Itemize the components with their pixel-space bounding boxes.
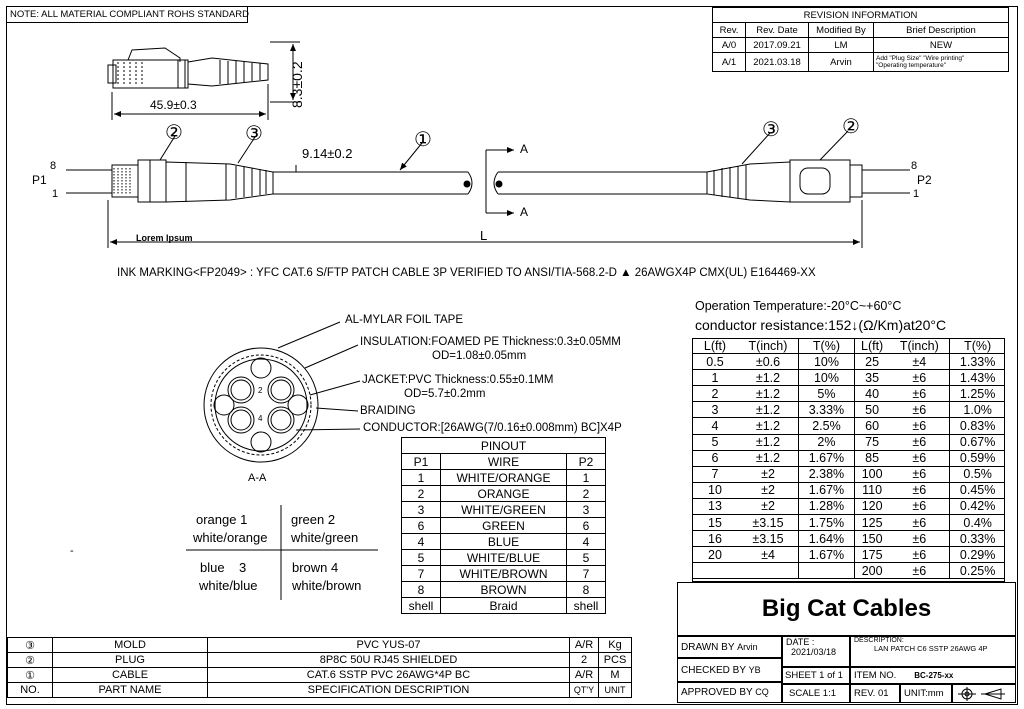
note-insulation: INSULATION:FOAMED PE Thickness:0.3±0.05MM xyxy=(360,336,621,348)
parts-name: MOLD xyxy=(53,638,208,653)
pinout-row xyxy=(402,534,606,550)
parts-header: UNIT xyxy=(599,683,632,698)
description-value: LAN PATCH C6 SSTP 26AWG 4P xyxy=(874,644,988,653)
tolerance-row xyxy=(692,498,1005,514)
p1-label: P1 xyxy=(32,173,47,187)
tolerance-table xyxy=(692,338,1005,579)
p2-pin1: 1 xyxy=(913,188,920,200)
tolerance-row xyxy=(692,370,1005,386)
parts-spec: PVC YUS-07 xyxy=(208,638,570,653)
pinout-p1: 7 xyxy=(402,566,441,582)
parts-row xyxy=(8,653,632,668)
item-value: BC-275-xx xyxy=(914,671,954,680)
date-cell xyxy=(782,636,850,667)
tolerance-cell: 1.75% xyxy=(798,515,854,531)
pair-number: 4 xyxy=(258,414,263,423)
brand-box xyxy=(677,582,1016,636)
p1-pin8: 8 xyxy=(50,160,57,172)
p1-pin1: 1 xyxy=(52,188,59,200)
pinout-wire: ORANGE xyxy=(441,486,567,502)
tolerance-cell xyxy=(798,563,854,579)
operation-temperature: Operation Temperature:-20°C~+60°C xyxy=(695,299,902,313)
tolerance-row xyxy=(692,402,1005,418)
tolerance-cell: 0.4% xyxy=(950,515,1005,531)
tolerance-row xyxy=(692,563,1005,579)
tolerance-row xyxy=(692,466,1005,482)
tolerance-row xyxy=(692,434,1005,450)
rev-cell: A/1 xyxy=(713,53,746,72)
tolerance-cell: 35 xyxy=(854,370,889,386)
pinout-p1: shell xyxy=(402,598,441,614)
tolerance-row xyxy=(692,450,1005,466)
tolerance-row xyxy=(692,354,1005,370)
tolerance-cell: 1.25% xyxy=(950,386,1005,402)
tolerance-cell: 5 xyxy=(692,434,738,450)
parts-spec: CAT.6 SSTP PVC 26AWG*4P BC xyxy=(208,668,570,683)
tolerance-cell: 4 xyxy=(692,418,738,434)
parts-name: PLUG xyxy=(53,653,208,668)
rev-header: Rev. xyxy=(713,23,746,38)
pinout-p1: 5 xyxy=(402,550,441,566)
callout-1: ① xyxy=(414,129,432,151)
tolerance-cell: ±4 xyxy=(889,354,949,370)
tolerance-cell: ±6 xyxy=(889,370,949,386)
pinout-wire: WHITE/BROWN xyxy=(441,566,567,582)
conductor-resistance: conductor resistance:152↓(Ω/Km)at20°C xyxy=(695,317,947,333)
pinout-p1: 8 xyxy=(402,582,441,598)
rev-date-header: Rev. Date xyxy=(746,23,809,38)
tolerance-cell: 6 xyxy=(692,450,738,466)
pinout-row xyxy=(402,582,606,598)
section-label-top: A xyxy=(520,142,529,156)
pinout-header: P1 xyxy=(402,454,441,470)
tolerance-cell xyxy=(738,563,798,579)
tolerance-cell: 1.67% xyxy=(798,450,854,466)
parts-unit: Kg xyxy=(599,638,632,653)
plug-length-label: 45.9±0.3 xyxy=(150,98,197,112)
tolerance-header: T(inch) xyxy=(738,338,798,354)
pinout-wire: GREEN xyxy=(441,518,567,534)
tolerance-cell: 120 xyxy=(854,498,889,514)
right-plug xyxy=(707,160,862,202)
tolerance-cell: ±6 xyxy=(889,434,949,450)
drawn-by-label: DRAWN BY xyxy=(681,642,735,653)
tolerance-cell: 0.42% xyxy=(950,498,1005,514)
parts-row xyxy=(8,638,632,653)
tolerance-cell: 40 xyxy=(854,386,889,402)
tolerance-cell: 3 xyxy=(692,402,738,418)
pair-orange: orange 1 xyxy=(196,512,248,527)
tolerance-cell: ±1.2 xyxy=(738,450,798,466)
tolerance-cell: 0.5% xyxy=(950,466,1005,482)
tolerance-cell: 0.59% xyxy=(950,450,1005,466)
tolerance-cell: 2.38% xyxy=(798,466,854,482)
pair-brown: brown 4 xyxy=(292,560,339,575)
revision-title: REVISION INFORMATION xyxy=(713,8,1009,23)
tolerance-cell: 0.45% xyxy=(950,482,1005,498)
ink-marking: INK MARKING<FP2049> : YFC CAT.6 S/FTP PATCH CABLE 3P VERIFIED TO ANSI/TIA-568.2-D ▲ 26AWGX4P CMX(UL) E164469-XX xyxy=(117,267,816,279)
parts-no: ③ xyxy=(8,638,53,653)
tolerance-header: T(%) xyxy=(950,338,1005,354)
parts-no: ① xyxy=(8,668,53,683)
date-value: 2021/03/18 xyxy=(791,647,837,657)
tolerance-cell: 60 xyxy=(854,418,889,434)
pinout-p2: 3 xyxy=(567,502,606,518)
p2-pin8: 8 xyxy=(911,160,918,172)
tolerance-cell: ±3.15 xyxy=(738,531,798,547)
modified-by-header: Modified By xyxy=(809,23,874,38)
tolerance-cell: 2 xyxy=(692,386,738,402)
tolerance-cell: ±3.15 xyxy=(738,515,798,531)
parts-header: SPECIFICATION DESCRIPTION xyxy=(208,683,570,698)
third-angle-projection-icon xyxy=(953,685,1015,702)
callout-3-right: ③ xyxy=(762,119,780,141)
pinout-p2: 8 xyxy=(567,582,606,598)
tolerance-cell: 75 xyxy=(854,434,889,450)
tolerance-cell: 1.43% xyxy=(950,370,1005,386)
cable-body xyxy=(273,172,707,194)
parts-header: QT'Y xyxy=(570,683,599,698)
section-label-bottom: A xyxy=(520,205,529,219)
checked-by-cell xyxy=(677,658,782,682)
pair-green: green 2 xyxy=(291,512,336,527)
tolerance-cell: ±1.2 xyxy=(738,434,798,450)
p2-label: P2 xyxy=(917,173,932,187)
tolerance-cell: ±6 xyxy=(889,531,949,547)
tolerance-cell: 0.25% xyxy=(950,563,1005,579)
tolerance-cell: 3.33% xyxy=(798,402,854,418)
length-label: L xyxy=(480,228,488,243)
pinout-p1: 2 xyxy=(402,486,441,502)
tolerance-cell: 5% xyxy=(798,386,854,402)
pinout-p2: shell xyxy=(567,598,606,614)
note-jacket-od: OD=5.7±0.2mm xyxy=(404,388,486,400)
tolerance-cell: ±6 xyxy=(889,515,949,531)
pair-white-blue: white/blue xyxy=(199,578,258,593)
tolerance-cell: ±6 xyxy=(889,418,949,434)
tolerance-cell: ±0.6 xyxy=(738,354,798,370)
scale-cell: SCALE 1:1 xyxy=(782,684,850,703)
parts-header: NO. xyxy=(8,683,53,698)
description-label: DESCRIPTION: xyxy=(854,637,904,644)
tolerance-cell: 1.0% xyxy=(950,402,1005,418)
pinout-p1: 3 xyxy=(402,502,441,518)
tolerance-cell: 1.64% xyxy=(798,531,854,547)
tolerance-cell: 0.67% xyxy=(950,434,1005,450)
tolerance-cell: ±6 xyxy=(889,563,949,579)
pinout-row xyxy=(402,598,606,614)
pinout-row xyxy=(402,470,606,486)
parts-qty: A/R xyxy=(570,668,599,683)
pinout-row xyxy=(402,566,606,582)
pinout-wire: BLUE xyxy=(441,534,567,550)
tolerance-cell: ±6 xyxy=(889,482,949,498)
tolerance-cell: ±6 xyxy=(889,466,949,482)
modified-by-cell: LM xyxy=(809,38,874,53)
sheet-cell: SHEET 1 of 1 xyxy=(782,667,850,684)
tolerance-cell: 0.83% xyxy=(950,418,1005,434)
brief-desc-line: Add "Plug Size" "Wire printing" xyxy=(876,55,965,62)
unit-cell: UNIT:mm xyxy=(900,684,952,703)
tolerance-cell: 0.29% xyxy=(950,547,1005,563)
tolerance-cell: 20 xyxy=(692,547,738,563)
pinout-table xyxy=(401,437,606,614)
tolerance-row xyxy=(692,418,1005,434)
tolerance-cell: 25 xyxy=(854,354,889,370)
description-cell xyxy=(850,636,1016,667)
rev-date-cell: 2017.09.21 xyxy=(746,38,809,53)
pinout-wire: WHITE/BLUE xyxy=(441,550,567,566)
tolerance-cell: ±6 xyxy=(889,450,949,466)
pinout-p2: 5 xyxy=(567,550,606,566)
tolerance-cell: ±2 xyxy=(738,482,798,498)
item-label: ITEM NO. xyxy=(854,670,897,681)
tolerance-cell: 100 xyxy=(854,466,889,482)
cable-od-label: 9.14±0.2 xyxy=(302,146,353,161)
tolerance-cell: ±1.2 xyxy=(738,370,798,386)
modified-by-cell: Arvin xyxy=(809,53,874,72)
rev-cell: REV. 01 xyxy=(850,684,900,703)
tolerance-cell: 175 xyxy=(854,547,889,563)
tolerance-cell: 10% xyxy=(798,370,854,386)
tolerance-row xyxy=(692,482,1005,498)
tolerance-cell: 200 xyxy=(854,563,889,579)
pinout-p1: 4 xyxy=(402,534,441,550)
pinout-p2: 7 xyxy=(567,566,606,582)
pair-white-brown: white/brown xyxy=(292,578,362,593)
tolerance-row xyxy=(692,547,1005,563)
parts-unit: M xyxy=(599,668,632,683)
pinout-p2: 1 xyxy=(567,470,606,486)
tolerance-cell: ±6 xyxy=(889,402,949,418)
tolerance-cell: 1 xyxy=(692,370,738,386)
pinout-header: WIRE xyxy=(441,454,567,470)
pinout-row xyxy=(402,550,606,566)
tolerance-cell: 1.67% xyxy=(798,547,854,563)
tolerance-header: T(%) xyxy=(798,338,854,354)
callout-3-left: ③ xyxy=(245,123,263,145)
approved-by-label: APPROVED BY xyxy=(681,687,753,698)
tolerance-cell xyxy=(692,563,738,579)
tolerance-cell: 125 xyxy=(854,515,889,531)
brief-desc-line: "Operating temperature" xyxy=(876,62,947,69)
tolerance-cell: ±6 xyxy=(889,547,949,563)
tolerance-row xyxy=(692,515,1005,531)
pair-number: 2 xyxy=(258,386,263,395)
approved-by-value: CQ xyxy=(755,687,769,697)
tolerance-cell: ±2 xyxy=(738,466,798,482)
note-braiding: BRAIDING xyxy=(360,405,416,417)
tolerance-header: T(inch) xyxy=(889,338,949,354)
pinout-p1: 1 xyxy=(402,470,441,486)
checked-by-label: CHECKED BY xyxy=(681,665,746,676)
parts-qty: 2 xyxy=(570,653,599,668)
tolerance-cell: ±1.2 xyxy=(738,402,798,418)
pinout-row xyxy=(402,518,606,534)
tolerance-cell: 85 xyxy=(854,450,889,466)
plug-detail-view xyxy=(108,48,268,88)
parts-unit: PCS xyxy=(599,653,632,668)
note-conductor: CONDUCTOR:[26AWG(7/0.16±0.008mm) BC]X4P xyxy=(363,422,622,434)
tolerance-cell: 110 xyxy=(854,482,889,498)
pair-white-green: white/green xyxy=(291,530,359,545)
tolerance-cell: 1.67% xyxy=(798,482,854,498)
tolerance-cell: 150 xyxy=(854,531,889,547)
callout-2-right: ② xyxy=(842,116,860,138)
brief-desc-cell: NEW xyxy=(874,38,1009,53)
tolerance-row xyxy=(692,386,1005,402)
tolerance-cell: 1.33% xyxy=(950,354,1005,370)
pinout-wire: WHITE/GREEN xyxy=(441,502,567,518)
tolerance-cell: 15 xyxy=(692,515,738,531)
tolerance-cell: 7 xyxy=(692,466,738,482)
drawn-by-value: Arvin xyxy=(737,642,758,652)
lorem-label: Lorem Ipsum xyxy=(136,233,193,243)
pinout-row xyxy=(402,486,606,502)
drawn-by-cell xyxy=(677,636,782,658)
pinout-p2: 4 xyxy=(567,534,606,550)
tolerance-header: L(ft) xyxy=(854,338,889,354)
pinout-p2: 2 xyxy=(567,486,606,502)
tolerance-cell: 2.5% xyxy=(798,418,854,434)
parts-table xyxy=(7,637,632,698)
brand-name: Big Cat Cables xyxy=(761,595,932,622)
rev-cell: A/0 xyxy=(713,38,746,53)
tolerance-row xyxy=(692,531,1005,547)
pinout-row xyxy=(402,502,606,518)
parts-qty: A/R xyxy=(570,638,599,653)
tolerance-cell: ±2 xyxy=(738,498,798,514)
note-jacket: JACKET:PVC Thickness:0.55±0.1MM xyxy=(362,374,554,386)
projection-symbol xyxy=(952,684,1016,703)
plug-height-label: 8.3±0.2 xyxy=(289,61,305,108)
cross-section-view xyxy=(204,348,318,462)
tolerance-cell: ±6 xyxy=(889,386,949,402)
note-foil: AL-MYLAR FOIL TAPE xyxy=(345,314,464,326)
tolerance-cell: 10 xyxy=(692,482,738,498)
item-cell xyxy=(850,667,1016,684)
pinout-p1: 6 xyxy=(402,518,441,534)
parts-spec: 8P8C 50U RJ45 SHIELDED xyxy=(208,653,570,668)
tolerance-cell: ±1.2 xyxy=(738,386,798,402)
tolerance-cell: 0.33% xyxy=(950,531,1005,547)
tolerance-cell: 13 xyxy=(692,498,738,514)
tolerance-cell: 0.5 xyxy=(692,354,738,370)
date-label: DATE : xyxy=(786,637,815,647)
pair-blue: blue 3 xyxy=(200,560,247,575)
left-plug xyxy=(112,160,273,202)
callout-2-left: ② xyxy=(165,122,183,144)
note-insulation-od: OD=1.08±0.05mm xyxy=(432,350,527,362)
tolerance-cell: 10% xyxy=(798,354,854,370)
section-view-label: A-A xyxy=(248,472,267,484)
stray-dash: - xyxy=(70,545,74,557)
pinout-p2: 6 xyxy=(567,518,606,534)
parts-header: PART NAME xyxy=(53,683,208,698)
tolerance-cell: 1.28% xyxy=(798,498,854,514)
tolerance-cell: 16 xyxy=(692,531,738,547)
pinout-title: PINOUT xyxy=(402,438,606,454)
tolerance-cell: ±1.2 xyxy=(738,418,798,434)
tolerance-cell: 2% xyxy=(798,434,854,450)
parts-no: ② xyxy=(8,653,53,668)
tolerance-header: L(ft) xyxy=(692,338,738,354)
pair-white-orange: white/orange xyxy=(193,530,268,545)
checked-by-value: YB xyxy=(748,665,761,675)
rev-date-cell: 2021.03.18 xyxy=(746,53,809,72)
pinout-header: P2 xyxy=(567,454,606,470)
approved-by-cell xyxy=(677,682,782,703)
brief-desc-header: Brief Description xyxy=(874,23,1009,38)
pinout-wire: WHITE/ORANGE xyxy=(441,470,567,486)
tolerance-cell: ±4 xyxy=(738,547,798,563)
tolerance-cell: ±6 xyxy=(889,498,949,514)
rohs-note: NOTE: ALL MATERIAL COMPLIANT ROHS STANDARD xyxy=(6,6,248,23)
pinout-wire: Braid xyxy=(441,598,567,614)
parts-row xyxy=(8,668,632,683)
pinout-wire: BROWN xyxy=(441,582,567,598)
tolerance-cell: 50 xyxy=(854,402,889,418)
parts-name: CABLE xyxy=(53,668,208,683)
